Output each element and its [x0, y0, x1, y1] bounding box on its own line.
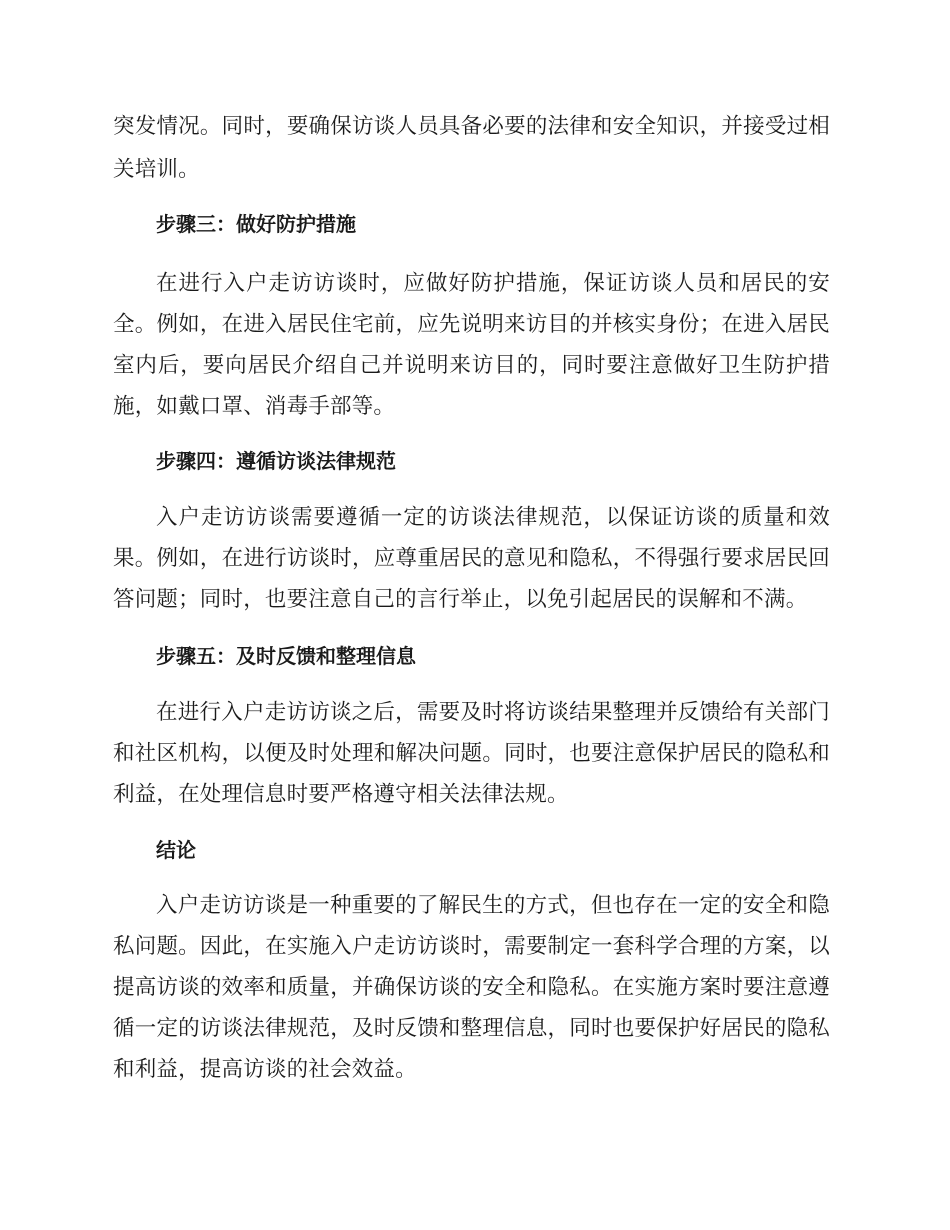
step3-paragraph [113, 264, 830, 426]
paragraph-line: 和利益，提高访谈的社会效益。 [113, 1057, 417, 1082]
paragraph-line: 在进行入户走访访谈之后，需要及时将访谈结果整理并反馈给有关部门 [156, 700, 830, 725]
paragraph-line: 室内后，要向居民介绍自己并说明来访目的，同时要注意做好卫生防护措 [113, 353, 830, 378]
paragraph-line: 和社区机构，以便及时处理和解决问题。同时，也要注意保护居民的隐私和 [113, 741, 830, 766]
paragraph-line: 关培训。 [113, 157, 200, 182]
paragraph-line: 入户走访访谈需要遵循一定的访谈法律规范，以保证访谈的质量和效 [156, 505, 830, 530]
paragraph-line: 在进行入户走访访谈时，应做好防护措施，保证访谈人员和居民的安 [156, 271, 830, 296]
paragraph-line: 提高访谈的效率和质量，并确保访谈的安全和隐私。在实施方案时要注意遵 [113, 975, 830, 1000]
conclusion-paragraph [113, 886, 830, 1089]
paragraph-line: 私问题。因此，在实施入户走访访谈时，需要制定一套科学合理的方案，以 [113, 934, 830, 959]
section-heading-step5: 步骤五：及时反馈和整理信息 [156, 644, 416, 668]
paragraph-line: 突发情况。同时，要确保访谈人员具备必要的法律和安全知识，并接受过相 [113, 114, 830, 139]
paragraph-line: 利益，在处理信息时要严格遵守相关法律法规。 [113, 782, 569, 807]
paragraph-line: 施，如戴口罩、消毒手部等。 [113, 394, 396, 419]
step4-paragraph [113, 498, 830, 619]
section-heading-conclusion: 结论 [156, 838, 196, 862]
paragraph-line: 入户走访访谈是一种重要的了解民生的方式，但也存在一定的安全和隐 [156, 893, 830, 918]
paragraph-line: 全。例如，在进入居民住宅前，应先说明来访目的并核实身份；在进入居民 [113, 312, 830, 337]
step5-paragraph [113, 693, 830, 814]
paragraph-line: 果。例如，在进行访谈时，应尊重居民的意见和隐私，不得强行要求居民回 [113, 546, 830, 571]
section-heading-step3: 步骤三：做好防护措施 [156, 212, 356, 236]
paragraph-line: 循一定的访谈法律规范，及时反馈和整理信息，同时也要保护好居民的隐私 [113, 1016, 830, 1041]
paragraph-line: 答问题；同时，也要注意自己的言行举止，以免引起居民的误解和不满。 [113, 587, 808, 612]
continuation-paragraph [113, 107, 830, 189]
section-heading-step4: 步骤四：遵循访谈法律规范 [156, 449, 396, 473]
